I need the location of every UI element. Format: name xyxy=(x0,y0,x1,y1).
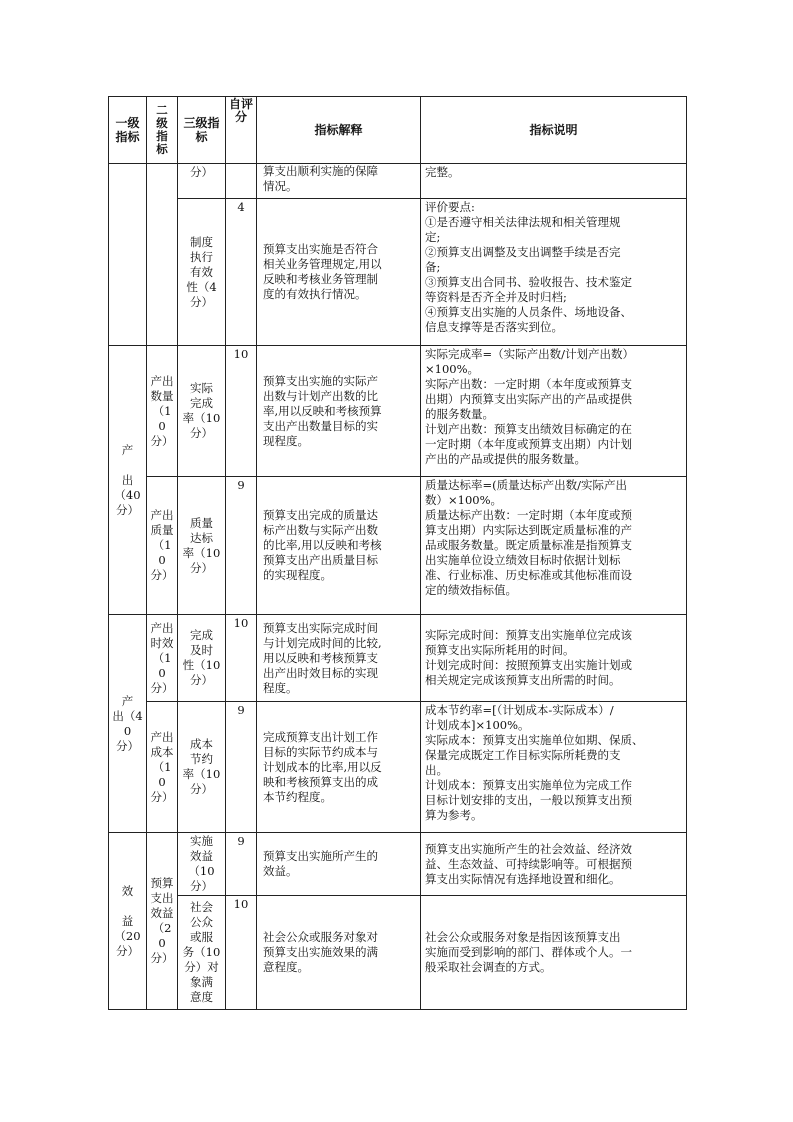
note-cell: 实际完成率=（实际产出数/计划产出数） ×100%。 实际产出数：一定时期（本年度或预算支 出期）内预算支出实际产出的产品或提供 的服务数量。 计划产出数：预算支出绩效目标确定的在 一定时期（本年度或预算支出期）内计划 产出的产品或提供的服务数量。 xyxy=(421,346,687,477)
level1-effect-cell: 效 益 （20 分） xyxy=(109,833,147,1010)
level3-cell: 分） xyxy=(178,164,226,199)
header-row xyxy=(109,97,687,164)
explanation-cell: 预算支出实施的实际产 出数与计划产出数的比 率,用以反映和考核预算 支出产出数量目标的实 现程度。 xyxy=(257,346,421,477)
explanation-cell: 预算支出实施所产生的 效益。 xyxy=(257,833,421,896)
score-cell: 9 xyxy=(226,702,257,833)
table-row xyxy=(109,833,687,896)
note-cell: 质量达标率=(质量达标产出数/实际产出 数）×100%。 质量达标产出数：一定时期（本年度或预 算支出期）内实际达到既定质量标准的产 品或服务数量。既定质量标准是指预算支 出实施单位设立绩效目标时依据计划标 准、行业标准、历史标准或其他标准而设 定的绩效指标值。 xyxy=(421,477,687,615)
explanation-cell: 预算支出实施是否符合 相关业务管理规定,用以 反映和考核业务管理制 度的有效执行情况。 xyxy=(257,199,421,346)
header-score: 自评 分 xyxy=(226,97,257,164)
level2-cell: 产出 数量 （10 分） xyxy=(147,346,178,477)
level1-cell-empty xyxy=(109,164,147,346)
score-cell: 10 xyxy=(226,615,257,702)
level2-cell: 产出 时效 （10 分） xyxy=(147,615,178,702)
header-level3: 三级指 标 xyxy=(178,97,226,164)
header-level1: 一级 指标 xyxy=(109,97,147,164)
table-row xyxy=(109,346,687,477)
note-cell: 预算支出实施所产生的社会效益、经济效 益、生态效益、可持续影响等。可根据预 算支出实际情况有选择地设置和细化。 xyxy=(421,833,687,896)
level3-cell: 质量 达标 率（10 分） xyxy=(178,477,226,615)
header-note: 指标说明 xyxy=(421,97,687,164)
header-explanation: 指标解释 xyxy=(257,97,421,164)
score-cell xyxy=(226,164,257,199)
table-row xyxy=(109,702,687,833)
level2-cell: 产出 成本 （10 分） xyxy=(147,702,178,833)
performance-indicator-table xyxy=(108,96,687,1010)
level3-cell: 社会 公众 或服 务（10 分）对 象满 意度 xyxy=(178,896,226,1010)
score-cell: 10 xyxy=(226,346,257,477)
level1-output-cell: 产 出（40 分） xyxy=(109,615,147,833)
note-cell: 社会公众或服务对象是指因该预算支出 实施而受到影响的部门、群体或个人。一 般采取社会调查的方式。 xyxy=(421,896,687,1010)
level2-cell: 预算 支出 效益 （20 分） xyxy=(147,833,178,1010)
score-cell: 4 xyxy=(226,199,257,346)
explanation-cell: 完成预算支出计划工作 目标的实际节约成本与 计划成本的比率,用以反 映和考核预算支出的成 本节约程度。 xyxy=(257,702,421,833)
note-cell: 成本节约率=[（计划成本-实际成本）/ 计划成本]×100%。 实际成本：预算支出实施单位如期、保质、 保量完成既定工作目标实际所耗费的支 出。 计划成本：预算支出实施单位为完成工作 目标计划安排的支出，一般以预算支出预 算为参考。 xyxy=(421,702,687,833)
explanation-cell: 预算支出完成的质量达 标产出数与实际产出数 的比率,用以反映和考核 预算支出产出质量目标 的实现程度。 xyxy=(257,477,421,615)
explanation-cell: 社会公众或服务对象对 预算支出实施效果的满 意程度。 xyxy=(257,896,421,1010)
score-cell: 9 xyxy=(226,477,257,615)
level3-cell: 实际 完成 率（10 分） xyxy=(178,346,226,477)
score-cell: 10 xyxy=(226,896,257,1010)
table-row xyxy=(109,199,687,346)
table-row xyxy=(109,164,687,199)
level1-output-cell: 产 出 （40 分） xyxy=(109,346,147,615)
table-row xyxy=(109,615,687,702)
level3-cell: 成本 节约 率（10 分） xyxy=(178,702,226,833)
level3-cell: 实施 效益 （10 分） xyxy=(178,833,226,896)
level2-cell: 产出 质量 （10 分） xyxy=(147,477,178,615)
note-cell: 实际完成时间：预算支出实施单位完成该 预算支出实际所耗用的时间。 计划完成时间：按照预算支出实施计划或 相关规定完成该预算支出所需的时间。 xyxy=(421,615,687,702)
header-level2: 二 级 指 标 xyxy=(147,97,178,164)
note-cell: 完整。 xyxy=(421,164,687,199)
level2-cell-empty xyxy=(147,164,178,346)
note-cell: 评价要点: ①是否遵守相关法律法规和相关管理规 定; ②预算支出调整及支出调整手续是否完 备; ③预算支出合同书、验收报告、技术鉴定 等资料是否齐全并及时归档; ④预算支出实施的人员条件、场地设备、 信息支撑等是否落实到位。 xyxy=(421,199,687,346)
score-cell: 9 xyxy=(226,833,257,896)
level3-cell: 制度 执行 有效 性（4 分） xyxy=(178,199,226,346)
table-row xyxy=(109,896,687,1010)
table-row xyxy=(109,477,687,615)
level3-cell: 完成 及时 性（10 分） xyxy=(178,615,226,702)
explanation-cell: 预算支出实际完成时间 与计划完成时间的比较, 用以反映和考核预算支 出产出时效目标的实现 程度。 xyxy=(257,615,421,702)
explanation-cell: 算支出顺利实施的保障 情况。 xyxy=(257,164,421,199)
